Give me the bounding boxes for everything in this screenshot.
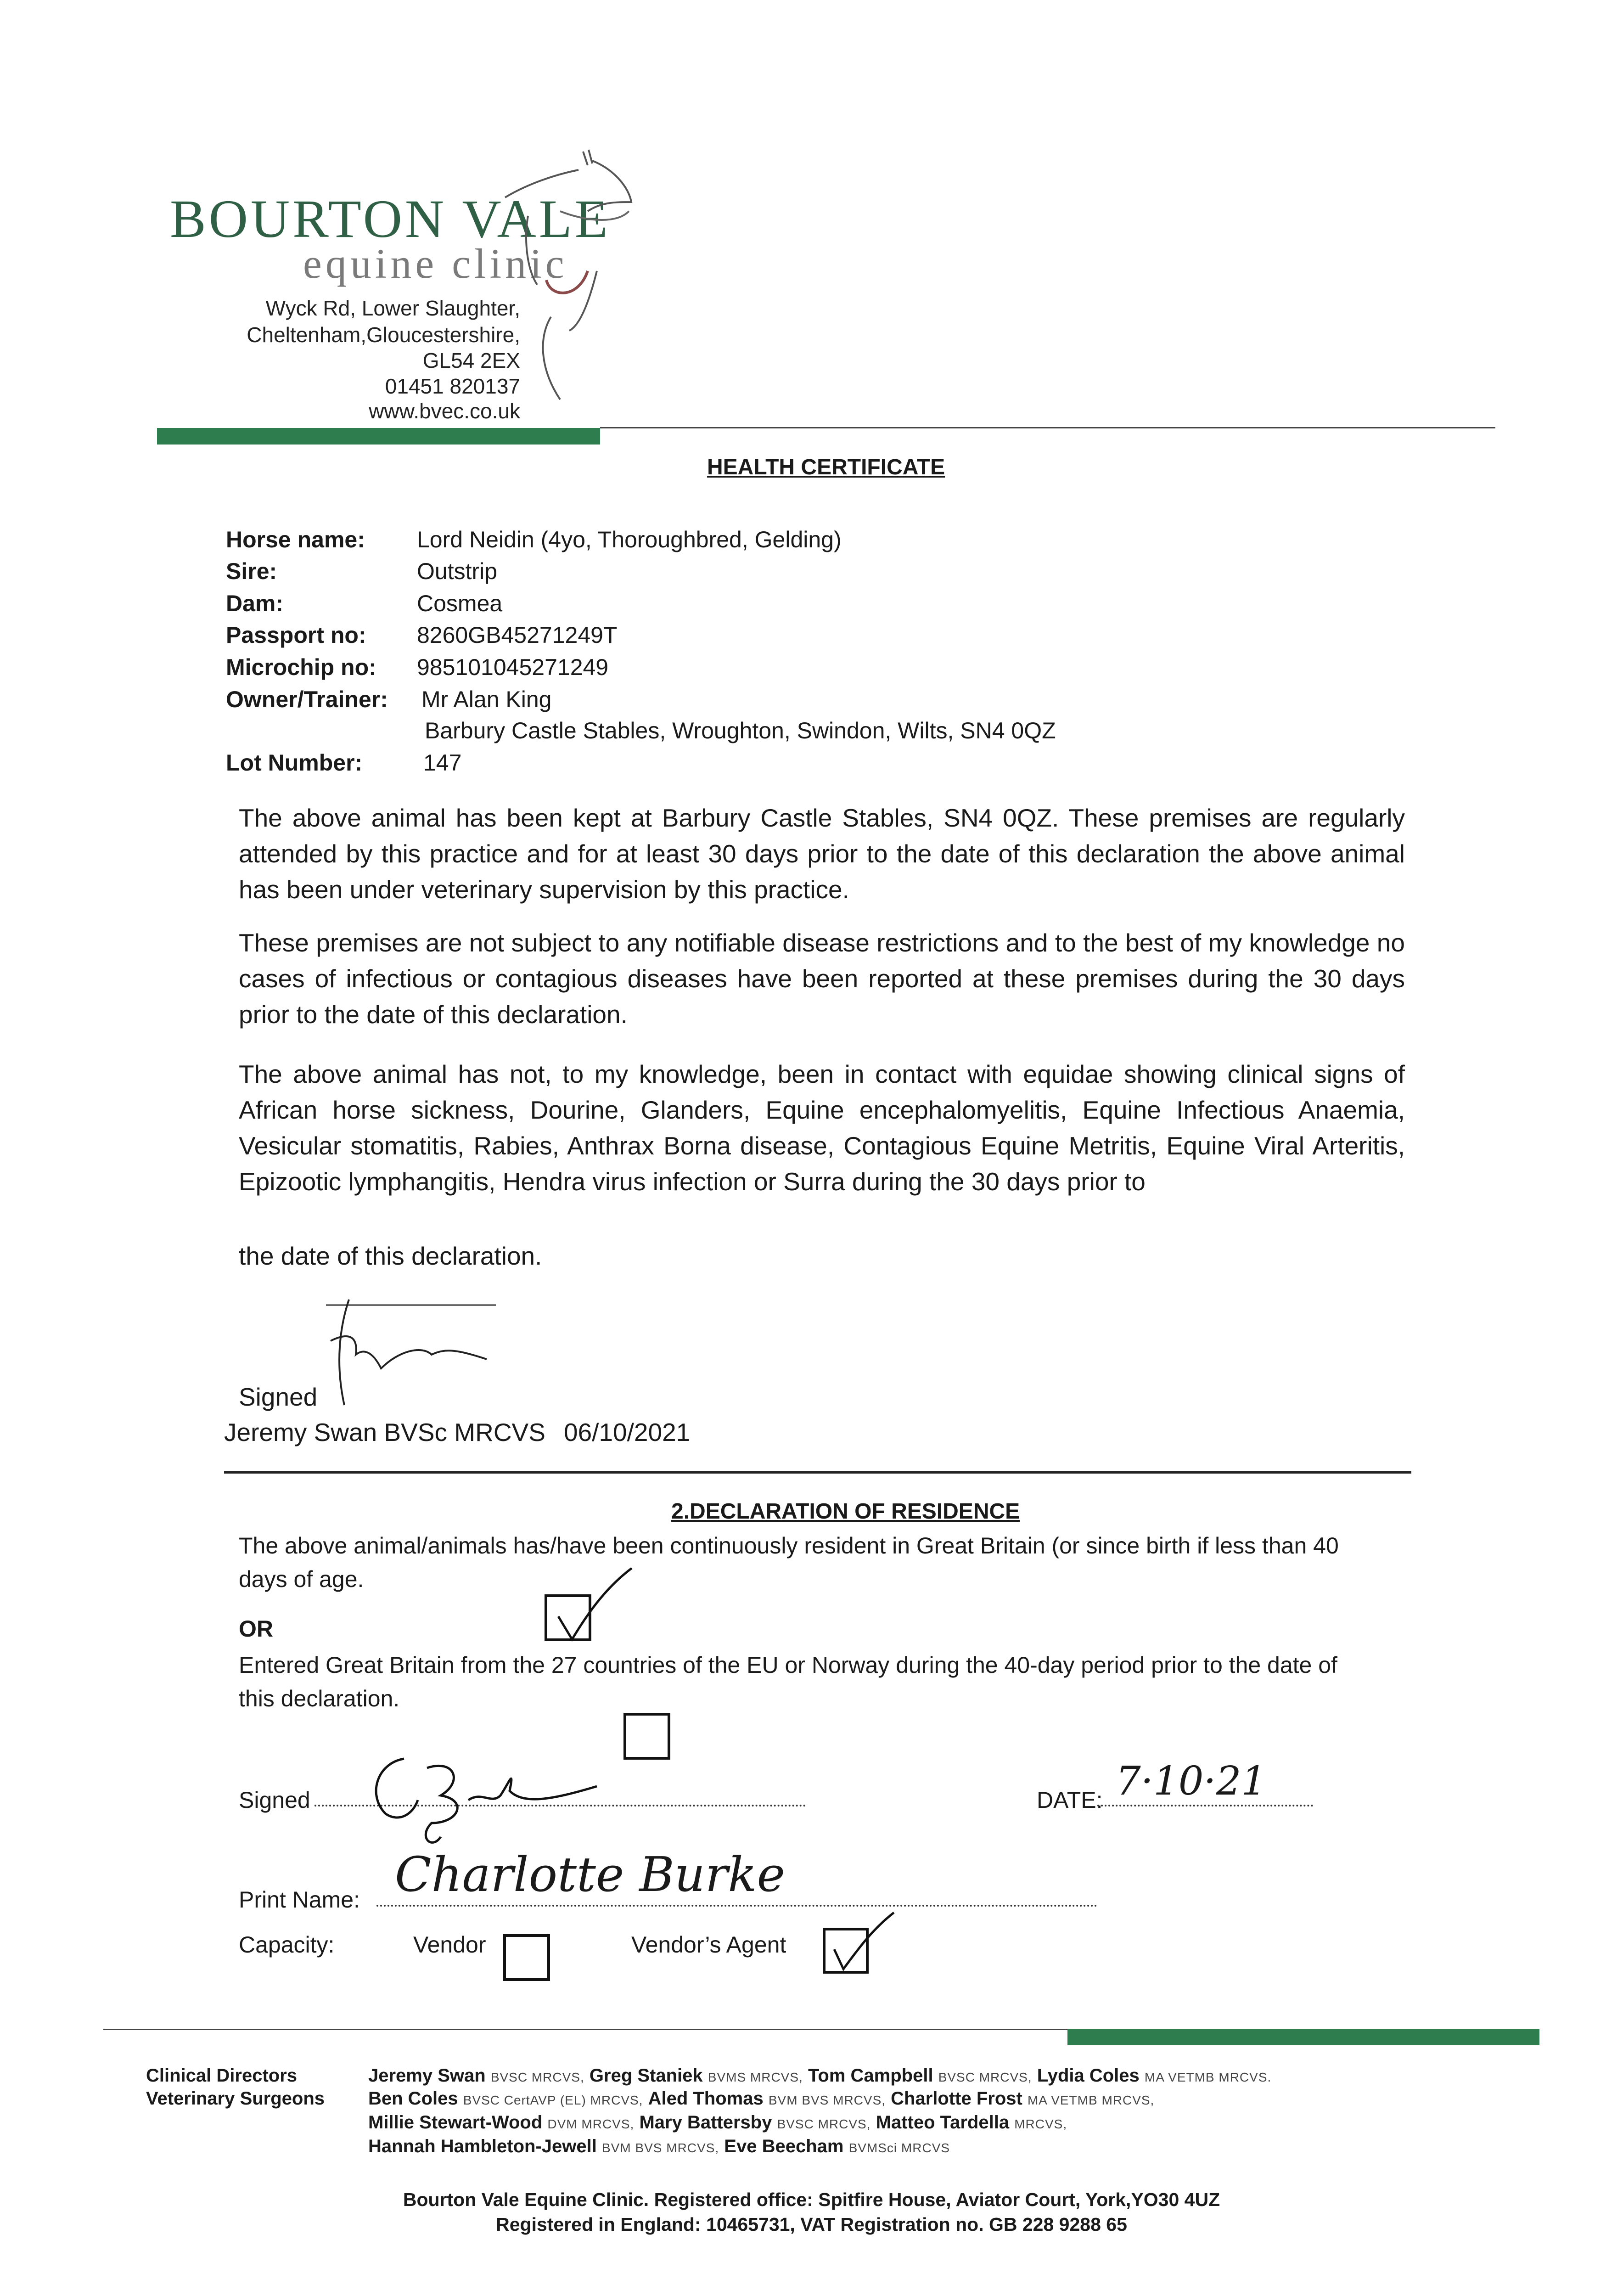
staff-line: Millie Stewart-Wood DVM MRCVS, Mary Battersby BVSC MRCVS, Matteo Tardella MRCVS,	[368, 2112, 1067, 2133]
clinic-logo-name: BOURTON VALE	[170, 189, 611, 249]
date-value: 7·10·21	[1116, 1758, 1267, 1804]
paragraph-contact: The above animal has not, to my knowledge, been in contact with equidae showing clinical signs of African horse sickness, Dourine, Glanders, Equine encephalomyelitis, Equine Infectious Anaemia, Vesicular stomatitis, Rabies, Anthrax Borna disease, Contagious Equine Metritis, Equine Viral Arteritis, Epizootic lymphangitis, Hendra virus infection or Surra during the 30 days prior to	[239, 1060, 1405, 1196]
closing-line: the date of this declaration.	[239, 1242, 542, 1270]
header-green-bar	[157, 428, 600, 445]
section-divider	[224, 1471, 1411, 1474]
owner-address-value: Barbury Castle Stables, Wroughton, Swindon, Wilts, SN4 0QZ	[425, 718, 1056, 743]
field-label: Microchip no:	[226, 654, 376, 680]
field-label: Lot Number:	[226, 750, 363, 776]
field-label: Owner/Trainer:	[226, 687, 388, 712]
checkmark-agent	[823, 1910, 896, 1975]
vet-name: Jeremy Swan BVSc MRCVS	[224, 1418, 545, 1446]
signed-label: Signed	[239, 1383, 318, 1411]
checkbox-empty-icon[interactable]	[623, 1713, 670, 1760]
clinical-directors-label: Clinical Directors	[146, 2065, 298, 2086]
capacity-label: Capacity:	[239, 1932, 335, 1958]
address-line: Wyck Rd, Lower Slaughter,	[265, 296, 520, 320]
passport-value: 8260GB45271249T	[417, 622, 618, 648]
microchip-value: 985101045271249	[417, 654, 609, 680]
date-line	[1097, 1805, 1313, 1806]
date-label: DATE:	[1037, 1787, 1103, 1813]
owner-signature	[358, 1745, 615, 1851]
field-label: Passport no:	[226, 622, 366, 648]
vendor-label: Vendor	[413, 1932, 486, 1958]
clinic-logo-tagline: equine clinic	[303, 240, 568, 287]
address-postcode: GL54 2EX	[422, 349, 520, 372]
company-registration: Registered in England: 10465731, VAT Registration no. GB 228 9288 65	[496, 2214, 1127, 2235]
address-phone: 01451 820137	[385, 374, 520, 398]
footer-green-bar	[1067, 2029, 1539, 2045]
registered-office: Bourton Vale Equine Clinic. Registered office: Spitfire House, Aviator Court, York,YO30 4UZ	[403, 2189, 1220, 2210]
footer-divider	[103, 2029, 1067, 2030]
print-name-line	[376, 1905, 1097, 1907]
owner-value: Mr Alan King	[421, 687, 552, 712]
staff-line: Hannah Hambleton-Jewell BVM BVS MRCVS, Eve Beecham BVMSci MRCVS	[368, 2136, 950, 2156]
veterinary-surgeons-label: Veterinary Surgeons	[146, 2088, 325, 2109]
or-label: OR	[239, 1616, 273, 1642]
header-divider	[600, 427, 1495, 428]
print-name-value: Charlotte Burke	[395, 1846, 786, 1902]
print-name-label: Print Name:	[239, 1887, 360, 1913]
field-label: Horse name:	[226, 527, 365, 552]
residence-option-1: The above animal/animals has/have been continuously resident in Great Britain (or since birth if less than 40 days of age.	[239, 1533, 1339, 1592]
checkmark-option-1	[545, 1566, 636, 1644]
dam-value: Cosmea	[417, 591, 503, 616]
vet-signature	[312, 1290, 514, 1410]
horse-name-value: Lord Neidin (4yo, Thoroughbred, Gelding)	[417, 527, 842, 552]
owner-signed-label: Signed	[239, 1787, 310, 1813]
field-label: Dam:	[226, 591, 284, 616]
vendors-agent-label: Vendor’s Agent	[631, 1932, 786, 1958]
paragraph-supervision: The above animal has been kept at Barbury Castle Stables, SN4 0QZ. These premises are regularly attended by this practice and for at least 30 days prior to the date of this declaration the above animal has been under veterinary supervision by this practice.	[239, 804, 1405, 904]
staff-line: Ben Coles BVSC CertAVP (EL) MRCVS, Aled Thomas BVM BVS MRCVS, Charlotte Frost MA VETMB MRCVS,	[368, 2088, 1155, 2109]
address-line: Cheltenham,Gloucestershire,	[247, 323, 520, 347]
certificate-title: HEALTH CERTIFICATE	[707, 455, 945, 479]
field-label: Sire:	[226, 558, 277, 584]
address-website: www.bvec.co.uk	[369, 399, 520, 423]
vet-signed-date: 06/10/2021	[564, 1418, 691, 1446]
lot-number-value: 147	[423, 750, 462, 776]
residence-option-2: Entered Great Britain from the 27 countries of the EU or Norway during the 40-day period prior to the date of this declaration.	[239, 1652, 1337, 1711]
residence-title: 2.DECLARATION OF RESIDENCE	[671, 1499, 1020, 1524]
paragraph-restrictions: These premises are not subject to any notifiable disease restrictions and to the best of my knowledge no cases of infectious or contagious diseases have been reported at these premises during the 30 days prior to the date of this declaration.	[239, 929, 1405, 1029]
checkbox-empty-icon[interactable]	[503, 1934, 550, 1981]
sire-value: Outstrip	[417, 558, 498, 584]
staff-line: Jeremy Swan BVSC MRCVS, Greg Staniek BVMS MRCVS, Tom Campbell BVSC MRCVS, Lydia Coles MA VETMB MRCVS.	[368, 2065, 1272, 2086]
